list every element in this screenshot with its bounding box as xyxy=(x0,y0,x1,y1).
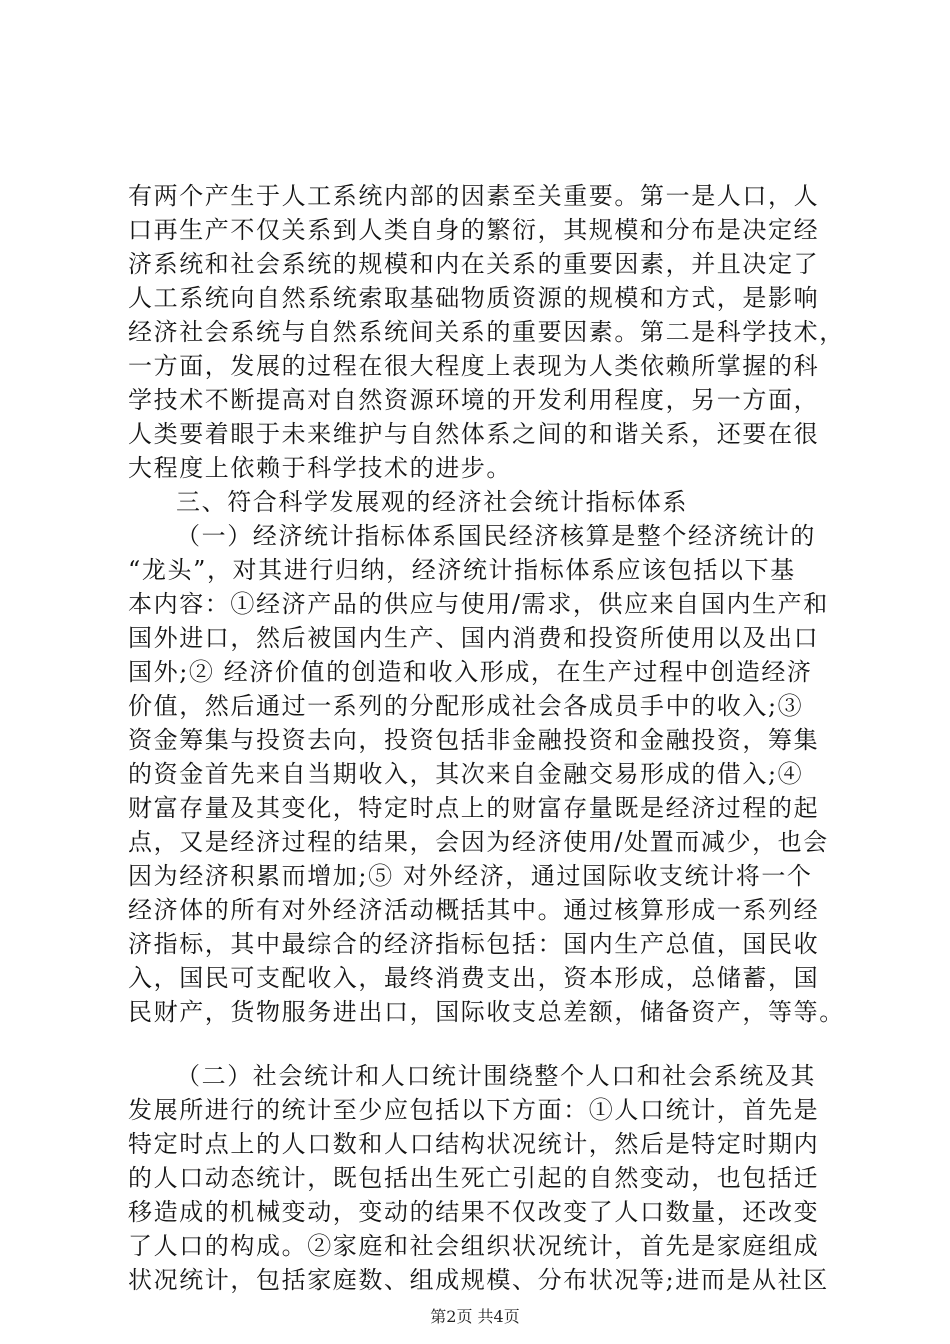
text-line: 的人口动态统计，既包括出生死亡引起的自然变动，也包括迁 xyxy=(128,1164,820,1192)
text-line: 特定时点上的人口数和人口结构状况统计，然后是特定时期内 xyxy=(128,1130,820,1158)
page-footer: 第2页 共4页 xyxy=(430,1307,520,1326)
text-line: 人工系统向自然系统索取基础物质资源的规模和方式，是影响 xyxy=(128,284,820,312)
text-line: 济指标，其中最综合的经济指标包括：国内生产总值，国民收 xyxy=(128,930,820,958)
text-line: “龙头”，对其进行归纳，经济统计指标体系应该包括以下基 xyxy=(128,556,796,584)
section-heading: 三、符合科学发展观的经济社会统计指标体系 xyxy=(176,488,688,516)
text-line: 的资金首先来自当期收入，其次来自金融交易形成的借入;④ xyxy=(128,760,804,788)
text-line: （二）社会统计和人口统计围绕整个人口和社会系统及其 xyxy=(176,1062,816,1090)
text-line: 国外;② 经济价值的创造和收入形成，在生产过程中创造经济 xyxy=(128,658,813,686)
text-line: 状况统计，包括家庭数、组成规模、分布状况等;进而是从社区 xyxy=(128,1266,829,1294)
text-line: 移造成的机械变动，变动的结果不仅改变了人口数量，还改变 xyxy=(128,1198,820,1226)
text-line: 点，又是经济过程的结果，会因为经济使用/处置而减少，也会 xyxy=(128,828,829,856)
text-line: 口再生产不仅关系到人类自身的繁衍，其规模和分布是决定经 xyxy=(128,216,820,244)
text-line: 国外进口，然后被国内生产、国内消费和投资所使用以及出口 xyxy=(128,624,820,652)
text-line: （一）经济统计指标体系国民经济核算是整个经济统计的 xyxy=(176,522,816,550)
text-line: 学技术不断提高对自然资源环境的开发利用程度，另一方面， xyxy=(128,386,820,414)
text-line: 民财产，货物服务进出口，国际收支总差额，储备资产，等等。 xyxy=(128,998,845,1026)
text-line: 价值，然后通过一系列的分配形成社会各成员手中的收入;③ xyxy=(128,692,804,720)
text-line: 经济体的所有对外经济活动概括其中。通过核算形成一系列经 xyxy=(128,896,820,924)
text-line: 入，国民可支配收入，最终消费支出，资本形成，总储蓄，国 xyxy=(128,964,820,992)
text-line: 本内容：①经济产品的供应与使用/需求，供应来自国内生产和 xyxy=(128,590,829,618)
text-line: 发展所进行的统计至少应包括以下方面：①人口统计，首先是 xyxy=(128,1096,820,1124)
text-line: 有两个产生于人工系统内部的因素至关重要。第一是人口，人 xyxy=(128,182,820,210)
text-line: 济系统和社会系统的规模和内在关系的重要因素，并且决定了 xyxy=(128,250,820,278)
text-line: 一方面，发展的过程在很大程度上表现为人类依赖所掌握的科 xyxy=(128,352,820,380)
text-line: 大程度上依赖于科学技术的进步。 xyxy=(128,454,512,482)
text-line: 人类要着眼于未来维护与自然体系之间的和谐关系，还要在很 xyxy=(128,420,820,448)
text-line: 因为经济积累而增加;⑤ 对外经济，通过国际收支统计将一个 xyxy=(128,862,813,890)
text-line: 资金筹集与投资去向，投资包括非金融投资和金融投资，筹集 xyxy=(128,726,820,754)
text-line: 财富存量及其变化，特定时点上的财富存量既是经济过程的起 xyxy=(128,794,820,822)
text-line: 经济社会系统与自然系统间关系的重要因素。第二是科学技术， xyxy=(128,318,845,346)
text-line: 了人口的构成。②家庭和社会组织状况统计，首先是家庭组成 xyxy=(128,1232,820,1260)
